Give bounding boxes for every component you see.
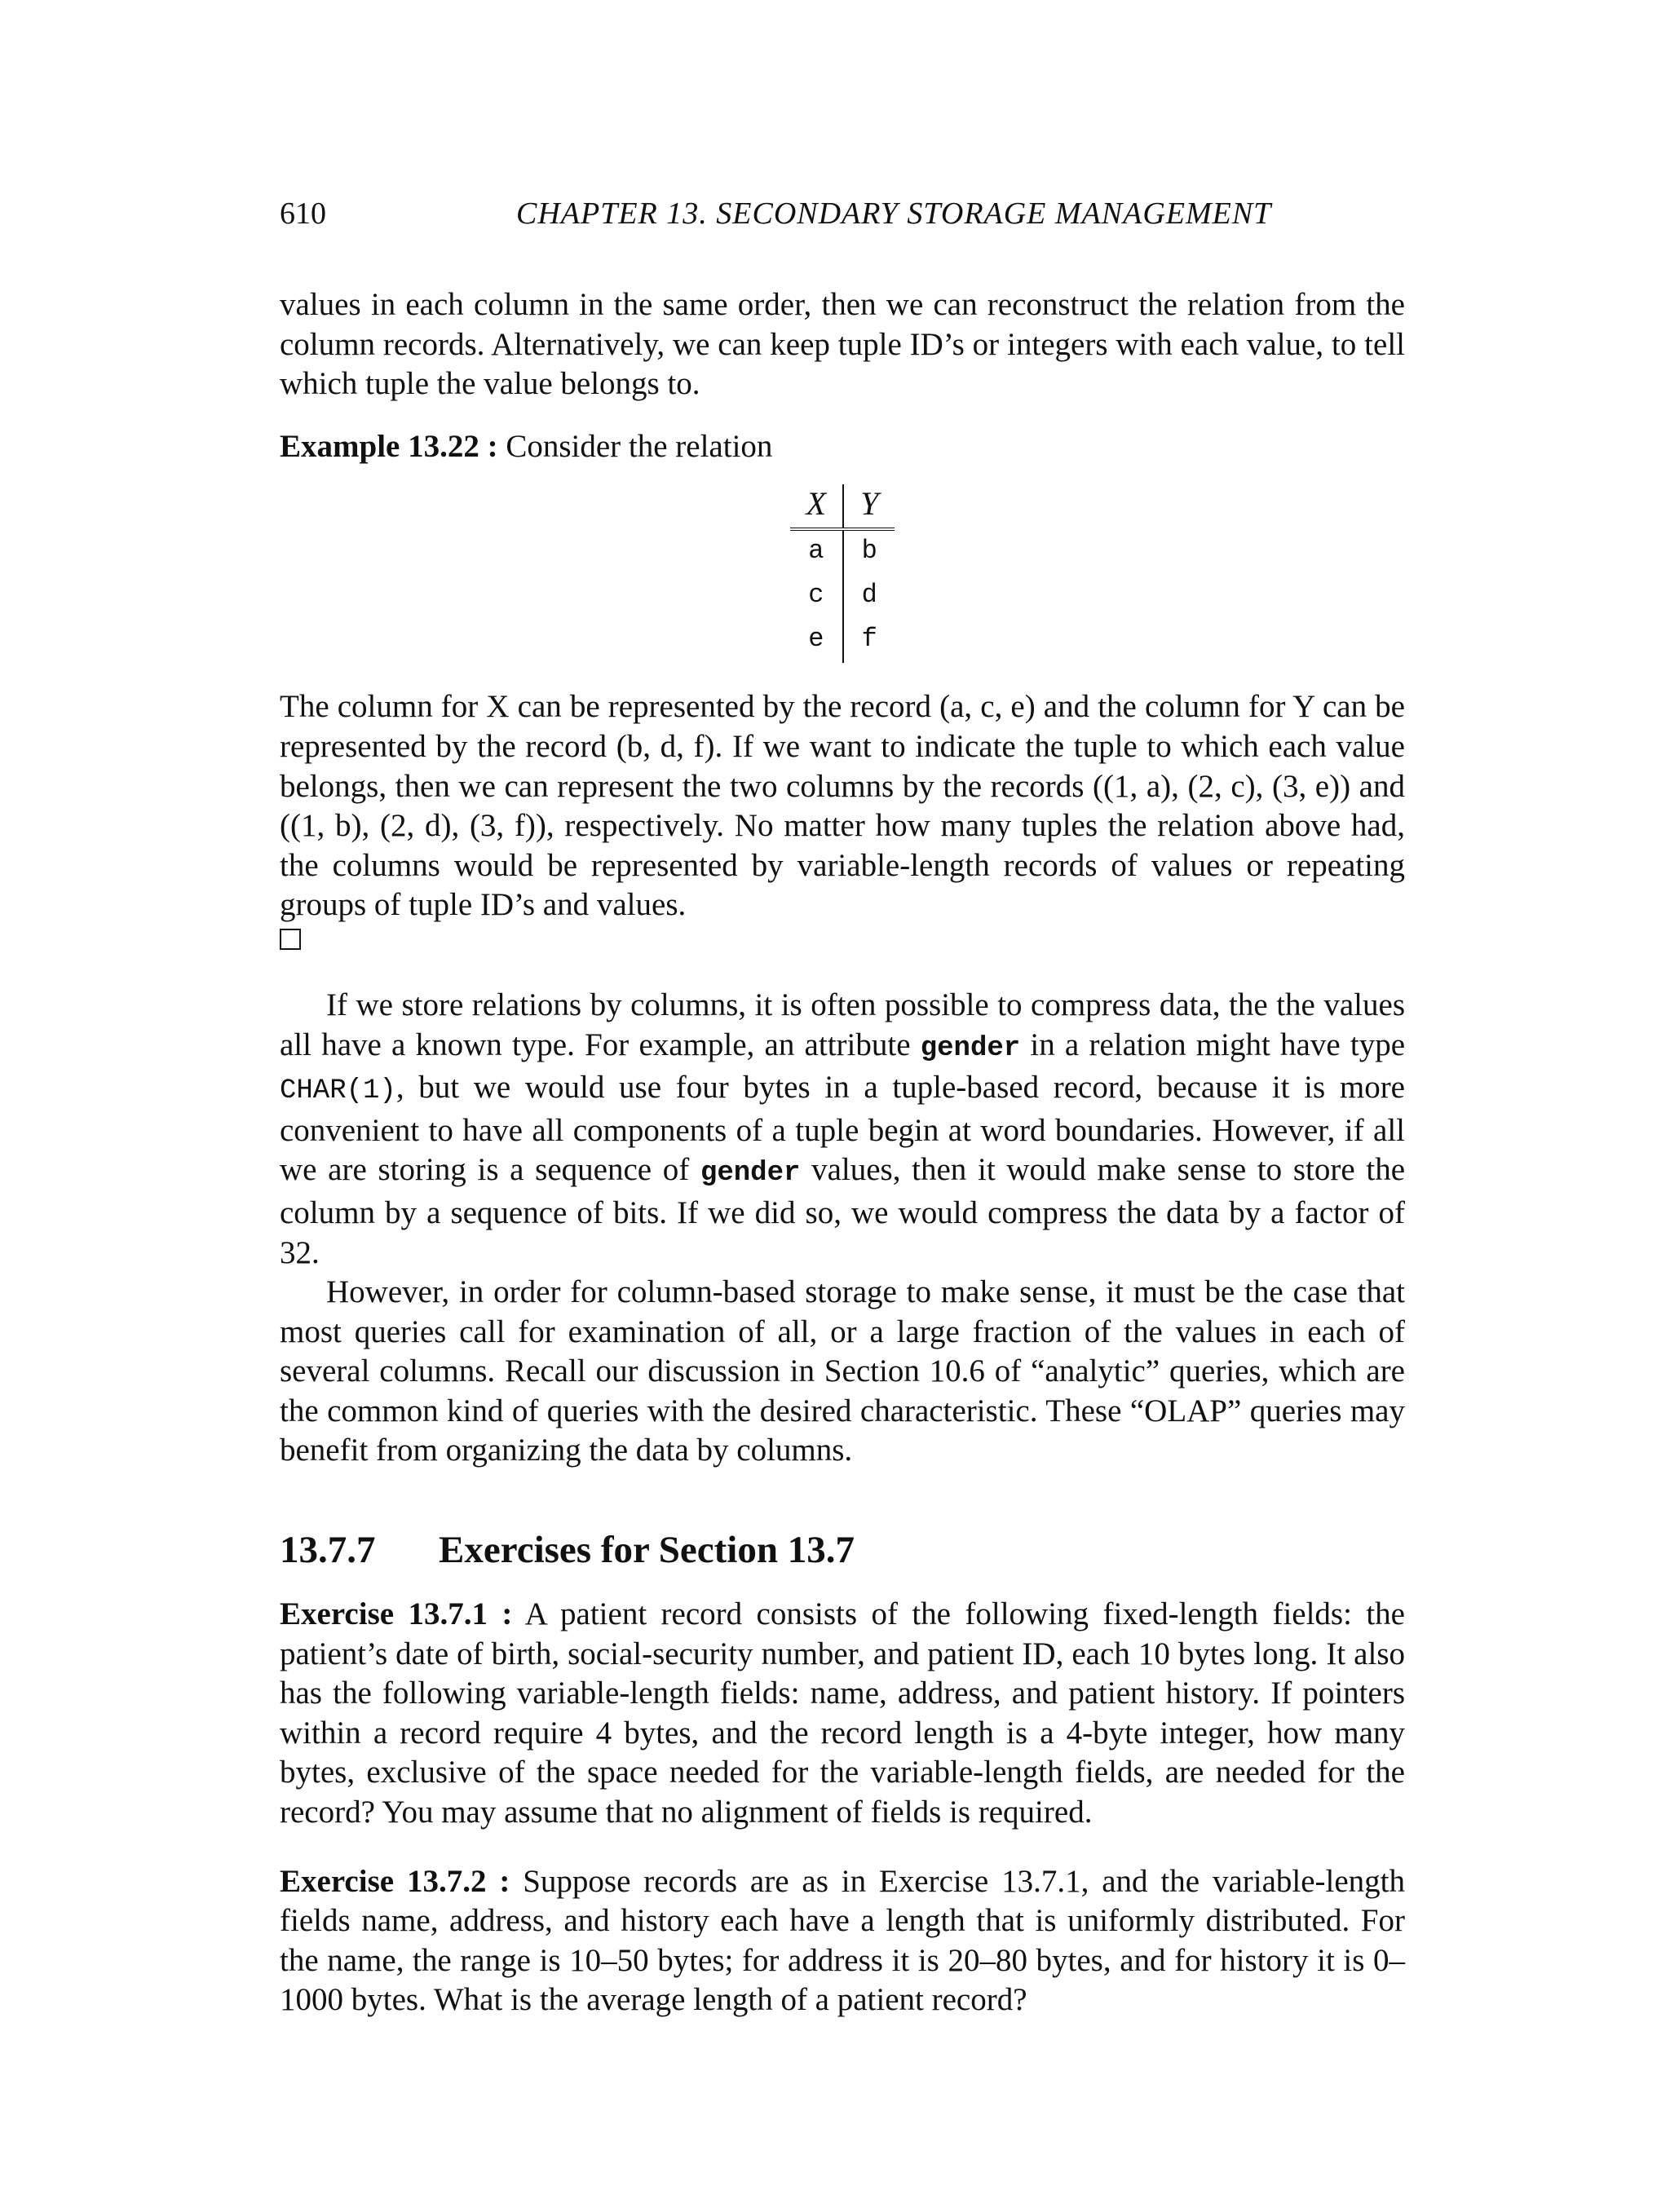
- table-row: [790, 529, 895, 575]
- table-row: [790, 575, 895, 619]
- section-number: 13.7.7: [280, 1529, 376, 1572]
- para2-text-2: in a relation might have type: [1020, 1027, 1405, 1062]
- relation-cell: c: [790, 575, 843, 619]
- example-body: The column for X can be represented by the record (a, c, e) and the column for Y can be represented by the record (b, d, f). If we want to indicate the tuple to which each value belongs, then we can represent the two columns by the records ((1, a), (2, c), (3, e)) and ((1, b), (2, d), (3, f)), respectively. No matter how many tuples the relation above had, the columns would be represented by variable-length records of values or repeating groups of tuple ID’s and values.: [280, 689, 1405, 923]
- end-of-example-box-icon: [280, 929, 1405, 950]
- section-title: Exercises for Section 13.7: [439, 1529, 855, 1572]
- exercise-text: Suppose records are as in Exercise 13.7.1, and the variable-length fields name, address, and history each have a length that is uniformly distributed. For the name, the range is 10–50 bytes; for address it is 20–80 bytes, and for history it is 0–1000 bytes. What is the average length of a patient record?: [280, 1863, 1405, 2018]
- code-gender-2: gender: [700, 1158, 801, 1190]
- example-lead: Consider the relation: [506, 428, 773, 464]
- exercise-label: Exercise 13.7.2 :: [280, 1863, 510, 1899]
- exercise-label: Exercise 13.7.1 :: [280, 1596, 513, 1632]
- exercise-1: [280, 1595, 1405, 1833]
- code-gender: gender: [920, 1032, 1021, 1064]
- relation-cell: e: [790, 619, 843, 663]
- page-number: 610: [280, 196, 326, 231]
- relation-header-x: X: [790, 484, 843, 529]
- section-heading: [280, 1528, 1405, 1572]
- relation-cell: d: [861, 580, 877, 611]
- running-header: [280, 196, 1405, 245]
- intro-paragraph: values in each column in the same order, then we can reconstruct the relation from the column records. Alternatively, we can keep tuple ID’s or integers with each value, to tell which tuple the value belongs to.: [280, 287, 1405, 402]
- running-title: CHAPTER 13. SECONDARY STORAGE MANAGEMENT: [516, 196, 1272, 231]
- relation-cell: f: [861, 624, 877, 655]
- table-row: [790, 619, 895, 663]
- book-page: [280, 196, 1405, 2020]
- relation-header-y: Y: [843, 484, 895, 529]
- relation-cell: b: [861, 536, 877, 567]
- para2-text-3: , but we would use four bytes in a tuple-based record, because it is more convenient to have all components of a tuple begin at word boundaries. However, if all we are storing is a sequence of: [280, 1070, 1405, 1188]
- exercise-2: [280, 1862, 1405, 2020]
- exercise-text: A patient record consists of the following fixed-length fields: the patient’s date of birth, social-security number, and patient ID, each 10 bytes long. It also has the following variable-length fields: name, address, and patient history. If pointers within a record require 4 bytes, and the record length is a 4-byte integer, how many bytes, exclusive of the space needed for the variable-length fields, are needed for the record? You may assume that no alignment of fields is required.: [280, 1596, 1405, 1830]
- para2-text-1: If we store relations by columns, it is often possible to compress data, the the values all have a known type. For example, an attribute: [280, 987, 1405, 1062]
- example-label: Example 13.22 :: [280, 428, 498, 464]
- code-char1: CHAR(1): [280, 1075, 396, 1107]
- compression-paragraph: [280, 986, 1405, 1273]
- example-heading: [280, 427, 1405, 467]
- para2-text-4: values, then it would make sense to store the column by a sequence of bits. If we did so, we would compress the data by a factor of 32.: [280, 1152, 1405, 1270]
- relation-table: [790, 484, 895, 663]
- olap-paragraph: However, in order for column-based storage to make sense, it must be the case that most queries call for examination of all, or a large fraction of the values in each of several columns. Recall our discussion in Section 10.6 of “analytic” queries, which are the common kind of queries with the desired characteristic. These “OLAP” queries may benefit from organizing the data by columns.: [280, 1274, 1405, 1468]
- relation-table-wrapper: [280, 484, 1405, 663]
- relation-cell: a: [790, 529, 843, 575]
